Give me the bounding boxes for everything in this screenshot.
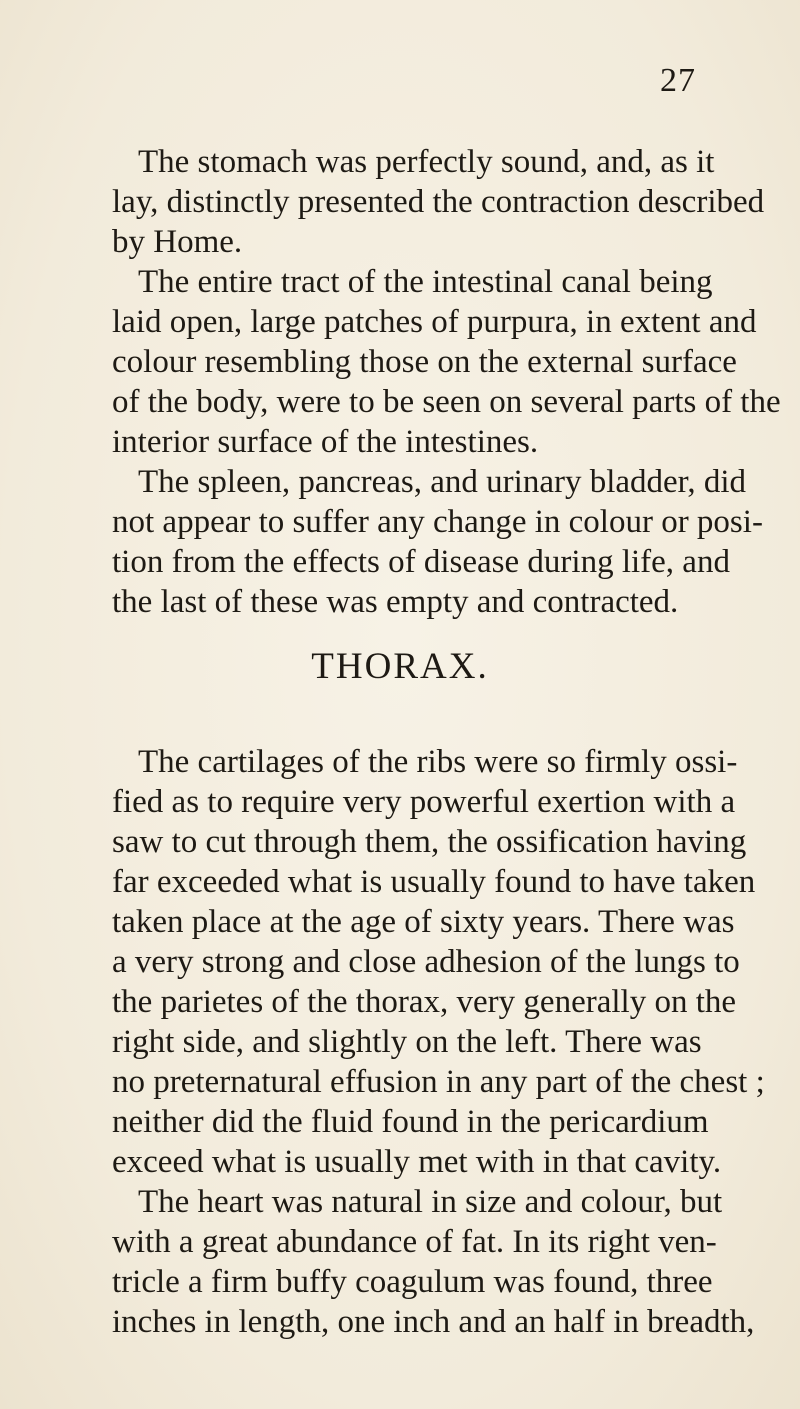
text-line: with a great abundance of fat. In its right ven- xyxy=(112,1224,717,1260)
page-number: 27 xyxy=(660,62,696,99)
text-line: laid open, large patches of purpura, in extent and xyxy=(112,304,757,340)
text-line: of the body, were to be seen on several parts of the xyxy=(112,384,781,420)
text-line: saw to cut through them, the ossification having xyxy=(112,824,747,860)
text-line: inches in length, one inch and an half in breadth, xyxy=(112,1304,755,1340)
text-line: a very strong and close adhesion of the lungs to xyxy=(112,944,740,980)
text-line: neither did the fluid found in the pericardium xyxy=(112,1104,709,1140)
text-line: lay, distinctly presented the contraction described xyxy=(112,184,765,220)
text-line: interior surface of the intestines. xyxy=(112,424,539,460)
text-line: tricle a firm buffy coagulum was found, three xyxy=(112,1264,713,1300)
text-line: colour resembling those on the external surface xyxy=(112,344,737,380)
text-line: The entire tract of the intestinal canal being xyxy=(138,264,713,300)
text-line: the last of these was empty and contracted. xyxy=(112,584,679,620)
text-line: right side, and slightly on the left. There was xyxy=(112,1024,702,1060)
text-line: by Home. xyxy=(112,224,243,260)
text-line: The heart was natural in size and colour, but xyxy=(138,1184,723,1220)
text-line: The stomach was perfectly sound, and, as it xyxy=(138,144,715,180)
text-line: far exceeded what is usually found to have taken xyxy=(112,864,756,900)
text-line: fied as to require very powerful exertion with a xyxy=(112,784,736,820)
text-line: The cartilages of the ribs were so firmly ossi- xyxy=(138,744,738,780)
text-line: The spleen, pancreas, and urinary bladder, did xyxy=(138,464,747,500)
text-line: exceed what is usually met with in that cavity. xyxy=(112,1144,722,1180)
text-line: no preternatural effusion in any part of the chest ; xyxy=(112,1064,765,1100)
text-line: tion from the effects of disease during life, and xyxy=(112,544,730,580)
section-heading: THORAX. xyxy=(311,646,489,687)
text-line: not appear to suffer any change in colour or posi- xyxy=(112,504,763,540)
text-line: taken place at the age of sixty years. There was xyxy=(112,904,735,940)
text-line: the parietes of the thorax, very generally on the xyxy=(112,984,737,1020)
